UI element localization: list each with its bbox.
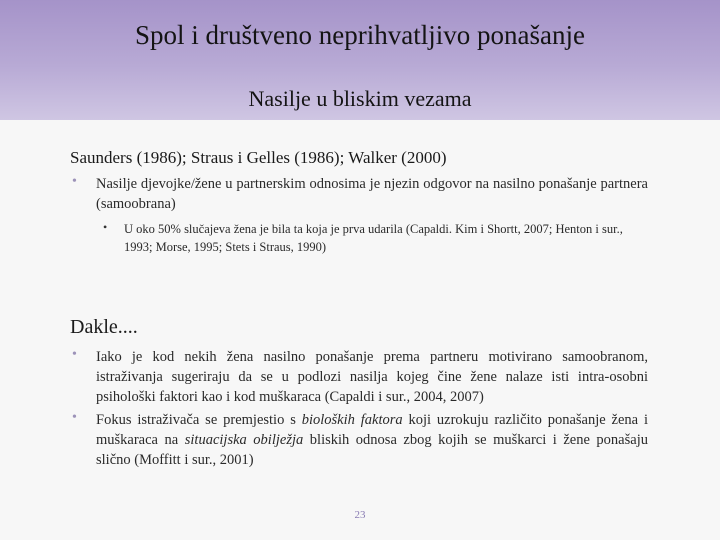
bullet-text-part: Fokus istraživača se premjestio s (96, 412, 302, 428)
page-number: 23 (354, 509, 366, 521)
bullet-text-part: bliskih odnosa zbog kojih se muškarci i žene ponašaju slično (Moffitt i sur., 2001) (96, 432, 648, 468)
bullet-icon: • (72, 174, 77, 189)
bullet-icon: • (72, 410, 77, 425)
bullet-text (96, 410, 648, 470)
slide-title: Spol i društveno neprihvatljivo ponašanje (135, 20, 585, 50)
emphasis-situational-features: situacijska obilježja (184, 432, 304, 448)
bullet-text-part: koji uzrokuju različito ponašanje žena i muškaraca na (96, 412, 648, 448)
bullet-icon: • (72, 347, 77, 362)
section-heading-conclusion: Dakle.... (70, 316, 138, 338)
slide-subtitle: Nasilje u bliskim vezama (248, 86, 472, 111)
sub-bullet-icon: • (103, 220, 108, 234)
sub-bullet-text: U oko 50% slučajeva žena je bila ta koja je prva udarila (Capaldi. Kim i Shortt, 2007; Henton i sur., 1993; Morse, 1995; Stets i Straus, 1990) (124, 222, 623, 254)
bullet-text: Iako je kod nekih žena nasilno ponašanje prema partneru motivirano samoobranom, istraživanja sugeriraju da se u podlozi nasilja kojeg čine žene nalaze isti intra-osobni psihološki faktori kao i kod muškaraca (Capaldi i sur., 2004, 2007) (96, 349, 648, 405)
emphasis-biological-factors: bioloških faktora (301, 412, 403, 428)
title-banner (0, 0, 720, 120)
bullet-text: Nasilje djevojke/žene u partnerskim odnosima je njezin odgovor na nasilno ponašanje partnera (samoobrana) (96, 176, 648, 212)
section-heading-references: Saunders (1986); Straus i Gelles (1986); Walker (2000) (70, 148, 447, 167)
